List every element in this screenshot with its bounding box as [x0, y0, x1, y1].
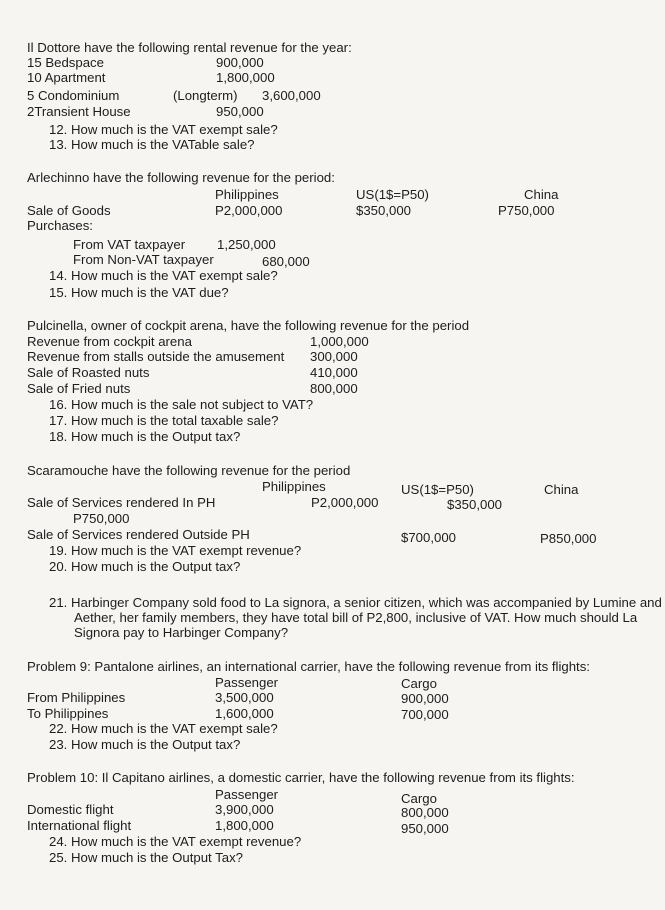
problem4-out-ph-label: Sale of Services rendered Outside PH [27, 527, 250, 542]
question-16: 16. How much is the sale not subject to VAT? [49, 397, 314, 412]
problem1-row-value: 1,800,000 [216, 70, 275, 85]
problem9-row-cargo: 900,000 [401, 691, 449, 706]
problem9-row-passenger: 1,600,000 [215, 706, 274, 721]
question-15: 15. How much is the VAT due? [49, 285, 229, 300]
problem2-vat-taxpayer-value: 1,250,000 [217, 237, 276, 252]
problem3-row-label: Revenue from cockpit arena [27, 334, 192, 349]
problem2-col-ph: Philippines [215, 187, 279, 202]
problem2-sale-us: $350,000 [356, 203, 412, 218]
problem1-row-label: 15 Bedspace [27, 55, 104, 70]
problem1-row-value: 900,000 [216, 55, 264, 70]
question-23: 23. How much is the Output tax? [49, 737, 241, 752]
problem2-col-china: China [524, 187, 559, 202]
problem1-row-label: 5 Condominium [27, 88, 120, 103]
question-21: 21. Harbinger Company sold food to La signora, a senior citizen, which was accompanied by Lumine and Aether, her family members, they have total bill of P2,800, inclusive of VAT. How much should La Signora pay to Harbinger Company? [49, 595, 662, 640]
problem9-row-label: From Philippines [27, 690, 126, 705]
problem2-nonvat-taxpayer-label: From Non-VAT taxpayer [73, 252, 214, 267]
problem3-row-value: 800,000 [310, 381, 358, 396]
problem2-sale-china: P750,000 [498, 203, 555, 218]
problem4-out-ph-china: P850,000 [540, 531, 597, 546]
problem4-in-ph-china: P750,000 [73, 511, 130, 526]
question-25: 25. How much is the Output Tax? [49, 850, 244, 865]
question-14: 14. How much is the VAT exempt sale? [49, 268, 278, 283]
question-17: 17. How much is the total taxable sale? [49, 413, 279, 428]
problem3-intro: Pulcinella, owner of cockpit arena, have the following revenue for the period [27, 318, 470, 333]
problem1-row-note: (Longterm) [173, 88, 238, 103]
problem4-out-ph-us: $700,000 [401, 530, 457, 545]
problem10-col-cargo: Cargo [401, 791, 437, 806]
problem10-row-passenger: 3,900,000 [215, 802, 274, 817]
problem1-intro: Il Dottore have the following rental revenue for the year: [27, 40, 352, 55]
problem2-sale-label: Sale of Goods [27, 203, 111, 218]
problem1-row-value: 3,600,000 [262, 88, 321, 103]
question-13: 13. How much is the VATable sale? [49, 137, 255, 152]
problem10-row-label: International flight [27, 818, 132, 833]
problem4-col-us: US(1$=P50) [401, 482, 474, 497]
problem9-intro: Problem 9: Pantalone airlines, an international carrier, have the following revenue from its flights: [27, 659, 590, 674]
problem1-row-label: 2Transient House [27, 104, 131, 119]
problem3-row-value: 300,000 [310, 349, 358, 364]
problem2-col-us: US(1$=P50) [356, 187, 429, 202]
problem3-row-label: Revenue from stalls outside the amusement [27, 349, 285, 364]
problem2-nonvat-taxpayer-value: 680,000 [262, 254, 310, 269]
problem3-row-label: Sale of Roasted nuts [27, 365, 150, 380]
question-18: 18. How much is the Output tax? [49, 429, 241, 444]
problem4-in-ph-label: Sale of Services rendered In PH [27, 495, 216, 510]
problem4-in-ph-ph: P2,000,000 [311, 495, 379, 510]
problem10-intro: Problem 10: Il Capitano airlines, a domestic carrier, have the following revenue from its flights: [27, 770, 575, 785]
problem1-row-value: 950,000 [216, 104, 264, 119]
problem10-col-passenger: Passenger [215, 787, 279, 802]
problem3-row-value: 410,000 [310, 365, 358, 380]
question-20: 20. How much is the Output tax? [49, 559, 241, 574]
question-12: 12. How much is the VAT exempt sale? [49, 122, 278, 137]
problem3-row-label: Sale of Fried nuts [27, 381, 131, 396]
problem10-row-label: Domestic flight [27, 802, 114, 817]
problem4-in-ph-us: $350,000 [447, 497, 503, 512]
problem10-row-cargo: 950,000 [401, 821, 449, 836]
problem3-row-value: 1,000,000 [310, 334, 369, 349]
problem9-row-cargo: 700,000 [401, 707, 449, 722]
problem4-col-china: China [544, 482, 579, 497]
problem4-intro: Scaramouche have the following revenue for the period [27, 463, 351, 478]
problem2-purchases-label: Purchases: [27, 218, 93, 233]
question-22: 22. How much is the VAT exempt sale? [49, 721, 278, 736]
problem9-col-cargo: Cargo [401, 676, 437, 691]
problem9-row-passenger: 3,500,000 [215, 690, 274, 705]
problem9-col-passenger: Passenger [215, 675, 279, 690]
problem2-sale-ph: P2,000,000 [215, 203, 283, 218]
question-19: 19. How much is the VAT exempt revenue? [49, 543, 302, 558]
question-24: 24. How much is the VAT exempt revenue? [49, 834, 302, 849]
problem2-intro: Arlechinno have the following revenue for the period: [27, 170, 335, 185]
problem4-col-ph: Philippines [262, 479, 326, 494]
problem10-row-cargo: 800,000 [401, 805, 449, 820]
problem10-row-passenger: 1,800,000 [215, 818, 274, 833]
problem1-row-label: 10 Apartment [27, 70, 106, 85]
problem9-row-label: To Philippines [27, 706, 109, 721]
problem2-vat-taxpayer-label: From VAT taxpayer [73, 237, 186, 252]
